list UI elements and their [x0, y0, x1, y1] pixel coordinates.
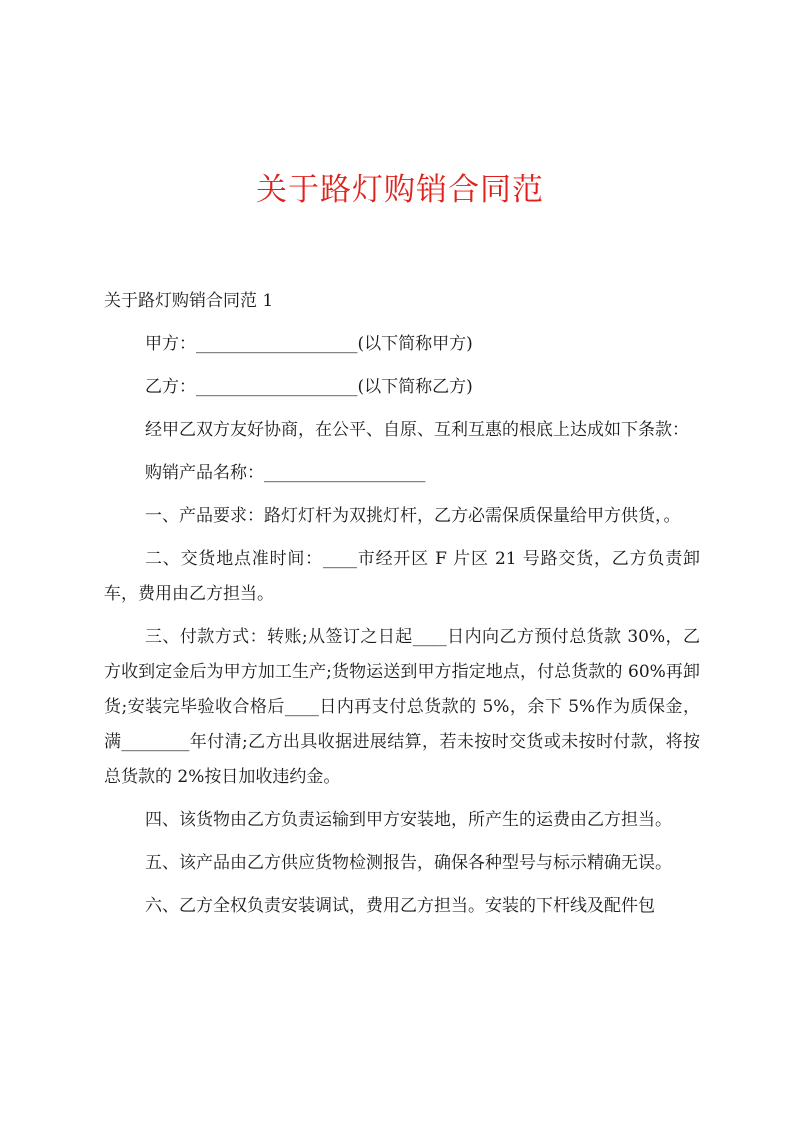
document-title: 关于路灯购销合同范	[256, 172, 544, 208]
clause-3: 三、付款方式：转账;从签订之日起____日内向乙方预付总货款 30%，乙方收到定金后为甲方加工生产;货物运送到甲方指定地点，付总货款的 60%再卸货;安装完毕验收合格后____日内再支付总货款的 5%，余下 5%作为质保金，满________年付清;乙方出具收据进展结算，若未按时交货或未按时付款，将按总货款的 2%按日加收违约金。	[104, 627, 700, 787]
document-subtitle: 关于路灯购销合同范 1	[104, 291, 274, 311]
party-b-line: 乙方：___________________(以下简称乙方)	[145, 377, 473, 397]
clause-2: 二、交货地点准时间：____市经开区 F 片区 21 号路交货，乙方负责卸车，费用由乙方担当。	[104, 549, 700, 604]
product-name-line: 购销产品名称：___________________	[145, 463, 426, 483]
clause-1: 一、产品要求：路灯灯杆为双挑灯杆，乙方必需保质保量给甲方供货，。	[145, 506, 681, 526]
agreement-intro: 经甲乙双方友好协商，在公平、自原、互利互惠的根底上达成如下条款：	[145, 420, 689, 440]
clause-4: 四、该货物由乙方负责运输到甲方安装地，所产生的运费由乙方担当。	[145, 810, 672, 830]
party-a-line: 甲方：___________________(以下简称甲方)	[145, 334, 473, 354]
clause-5: 五、该产品由乙方供应货物检测报告，确保各种型号与标示精确无误。	[145, 853, 672, 873]
clause-6: 六、乙方全权负责安装调试，费用乙方担当。安装的下杆线及配件包	[145, 896, 655, 916]
document-body	[104, 284, 700, 924]
